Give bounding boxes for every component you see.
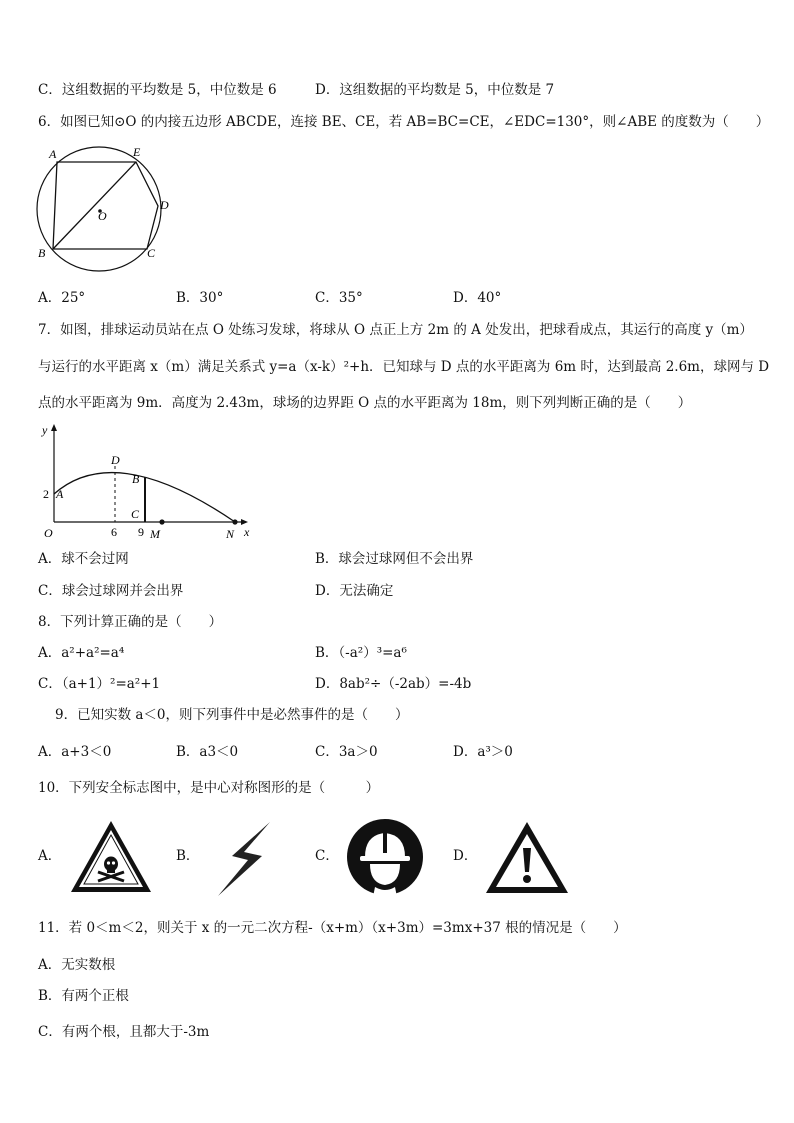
q10-option-c: C． [315,848,339,864]
label-n: N [226,527,235,541]
q6-stem: 6．如图已知⊙O 的内接五边形 ABCDE，连接 BE、CE，若 AB=BC=CE，∠EDC=130°，则∠ABE 的度数为（ ） [38,114,770,130]
y-arrow [51,424,57,431]
q8-stem: 8．下列计算正确的是（ ） [38,614,223,630]
q6-option-a: A．25° [38,290,86,306]
q6-option-b: B．30° [176,290,224,306]
q8-option-c: C．（a+1）²=a²+1 [38,676,161,692]
label-d: D [160,198,169,212]
label-b: B [132,472,140,486]
lightning-bolt-sign-icon [214,820,272,898]
q7-trajectory-figure [36,420,256,545]
point-m [159,519,164,524]
q7-option-b: B．球会过球网但不会出界 [315,551,474,567]
segment-be [53,162,136,249]
q9-stem: 9．已知实数 a＜0，则下列事件中是必然事件的是（ ） [55,707,409,723]
q6-circle-pentagon-figure [30,140,180,280]
q9-option-c: C．3a＞0 [315,744,378,760]
q7-line-1: 7．如图，排球运动员站在点 O 处练习发球，将球从 O 点正上方 2m 的 A 处发出，把球看成点，其运行的高度 y（m） [38,322,753,338]
q7-option-a: A．球不会过网 [38,551,129,567]
q5-option-d: D．这组数据的平均数是 5，中位数是 7 [315,82,555,98]
q6-option-c: C．35° [315,290,363,306]
label-y: y [42,423,48,437]
pentagon-abcde [53,162,158,249]
q10-option-d: D． [453,848,478,864]
label-d: D [111,453,120,467]
label-c: C [147,246,156,260]
label-b: B [38,246,46,260]
label-nine: 9 [138,525,144,539]
q11-option-b: B．有两个正根 [38,988,129,1004]
label-x: x [244,525,250,539]
point-n [232,519,237,524]
label-m: M [150,527,160,541]
q11-option-a: A．无实数根 [38,957,116,973]
q8-option-a: A．a²+a²=a⁴ [38,645,125,661]
q5-option-c: C．这组数据的平均数是 5，中位数是 6 [38,82,277,98]
label-six: 6 [111,525,117,539]
q9-option-b: B．a3＜0 [176,744,239,760]
label-e: E [133,145,141,159]
q9-option-d: D．a³＞0 [453,744,513,760]
label-two: 2 [43,487,49,501]
q7-option-d: D．无法确定 [315,583,394,599]
label-a: A [49,147,57,161]
q11-stem: 11．若 0＜m＜2，则关于 x 的一元二次方程-（x+m）（x+3m）=3mx+37 根的情况是（ ） [38,920,627,936]
q7-line-2: 与运行的水平距离 x（m）满足关系式 y=a（x-k）²+h．已知球与 D 点的水平距离为 6m 时，达到最高 2.6m，球网与 D [38,359,770,375]
hard-hat-mandatory-sign-icon [345,817,425,897]
q10-stem: 10．下列安全标志图中，是中心对称图形的是（ ） [38,780,380,796]
q8-option-b: B．（-a²）³=a⁶ [315,645,407,661]
exclamation-warning-sign-icon [484,820,570,896]
label-o: O [98,209,107,223]
q7-option-c: C．球会过球网并会出界 [38,583,184,599]
toxic-warning-sign-icon [68,818,154,896]
q8-option-d: D．8ab²÷（-2ab）=-4b [315,676,472,692]
q11-option-c: C．有两个根，且都大于-3m [38,1024,210,1040]
label-o: O [44,526,53,540]
label-c: C [131,507,140,521]
q9-option-a: A．a+3＜0 [38,744,112,760]
q10-option-a: A． [38,848,62,864]
q7-line-3: 点的水平距离为 9m．高度为 2.43m，球场的边界距 O 点的水平距离为 18m，则下列判断正确的是（ ） [38,395,692,411]
q10-option-b: B． [176,848,200,864]
label-a: A [56,487,64,501]
q6-option-d: D．40° [453,290,502,306]
